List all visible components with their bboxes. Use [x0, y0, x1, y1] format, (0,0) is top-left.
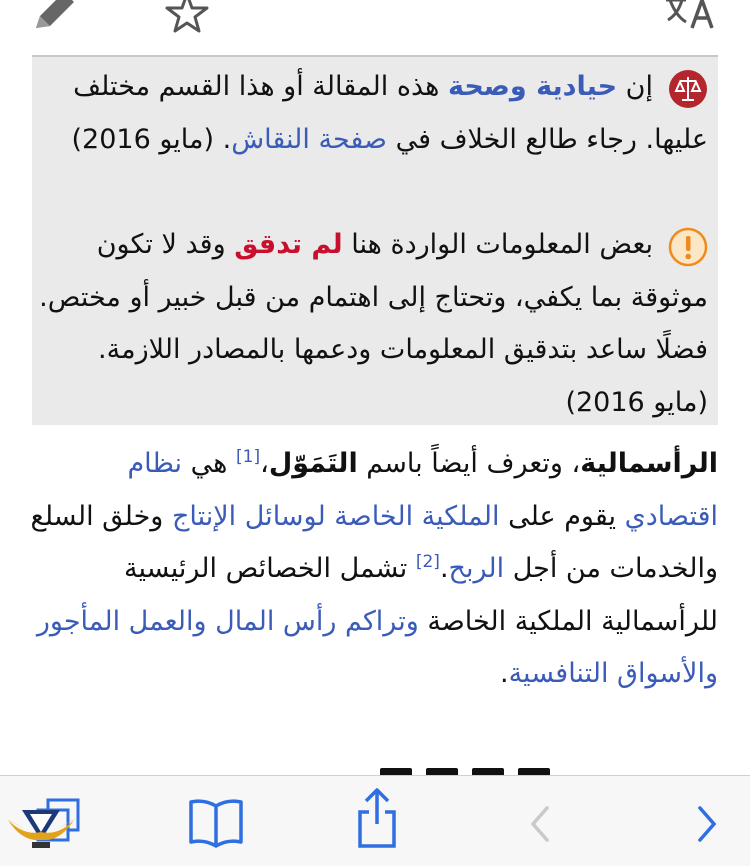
- translate-icon[interactable]: [664, 0, 720, 34]
- article-text: .: [439, 553, 449, 584]
- verify-body: وقد لا تكون موثوقة بما يكفي، وتحتاج إلى اهتمام من قبل خبير أو مختص. فضلًا ساعد بتدقيق المعلومات ودعمها بالمصادر اللازمة. (مايو 2016): [39, 229, 708, 418]
- article-text: [207, 606, 216, 637]
- reference-1[interactable]: [1]: [236, 447, 261, 467]
- warning-icon: [668, 227, 708, 267]
- neutrality-date: . (مايو 2016): [71, 123, 232, 155]
- neutrality-body: هذه المقالة أو هذا القسم مختلف عليها. رجاء طالع الخلاف في: [73, 71, 708, 155]
- alt-term: التَمَوّل: [268, 448, 358, 479]
- article-text: هي: [190, 448, 236, 479]
- neutrality-link[interactable]: حيادية وصحة: [447, 71, 618, 102]
- top-bar: [0, 0, 750, 55]
- article-text: ،: [260, 448, 269, 479]
- edit-pencil-icon[interactable]: [30, 0, 82, 34]
- article-text: وخلق السلع والخدمات من أجل: [30, 500, 718, 584]
- link-profit[interactable]: الربح: [448, 553, 505, 584]
- verify-prefix: بعض المعلومات الواردة هنا: [351, 229, 653, 260]
- article-text: تشمل الخصائص الرئيسية للرأسمالية الملكية الخاصة: [124, 553, 718, 637]
- article-text: .: [499, 658, 509, 689]
- bookmarks-icon[interactable]: [186, 796, 246, 848]
- partial-section-heading: [380, 762, 620, 776]
- reference-2[interactable]: [2]: [415, 552, 440, 572]
- link-wage-labor[interactable]: والعمل المأجور: [36, 605, 207, 637]
- link-capital-accumulation[interactable]: وتراكم رأس المال: [215, 605, 419, 637]
- article-lead-paragraph: [28, 438, 718, 701]
- verify-notice: [38, 219, 708, 429]
- share-icon[interactable]: [352, 786, 402, 850]
- link-competitive-markets[interactable]: والأسواق التنافسية: [508, 658, 718, 689]
- forum-watermark-logo: [2, 800, 80, 862]
- back-chevron-icon[interactable]: [525, 804, 555, 844]
- neutrality-prefix: إن: [625, 71, 653, 102]
- bottom-toolbar: [0, 775, 750, 866]
- article-text: يقوم على: [508, 500, 625, 532]
- talk-page-link[interactable]: صفحة النقاش: [231, 123, 387, 155]
- scales-icon: [668, 69, 708, 109]
- forward-chevron-icon[interactable]: [692, 804, 722, 844]
- link-private-ownership[interactable]: الملكية الخاصة لوسائل الإنتاج: [171, 500, 500, 532]
- verify-link[interactable]: لم تدقق: [234, 229, 343, 260]
- article-term: الرأسمالية: [580, 448, 718, 479]
- article-text: ، وتعرف أيضاً باسم: [366, 448, 581, 479]
- link-economic-system[interactable]: نظام اقتصادي: [127, 448, 718, 532]
- star-icon[interactable]: [163, 0, 211, 34]
- neutrality-notice: [38, 61, 708, 166]
- maintenance-notice-box: [32, 57, 718, 425]
